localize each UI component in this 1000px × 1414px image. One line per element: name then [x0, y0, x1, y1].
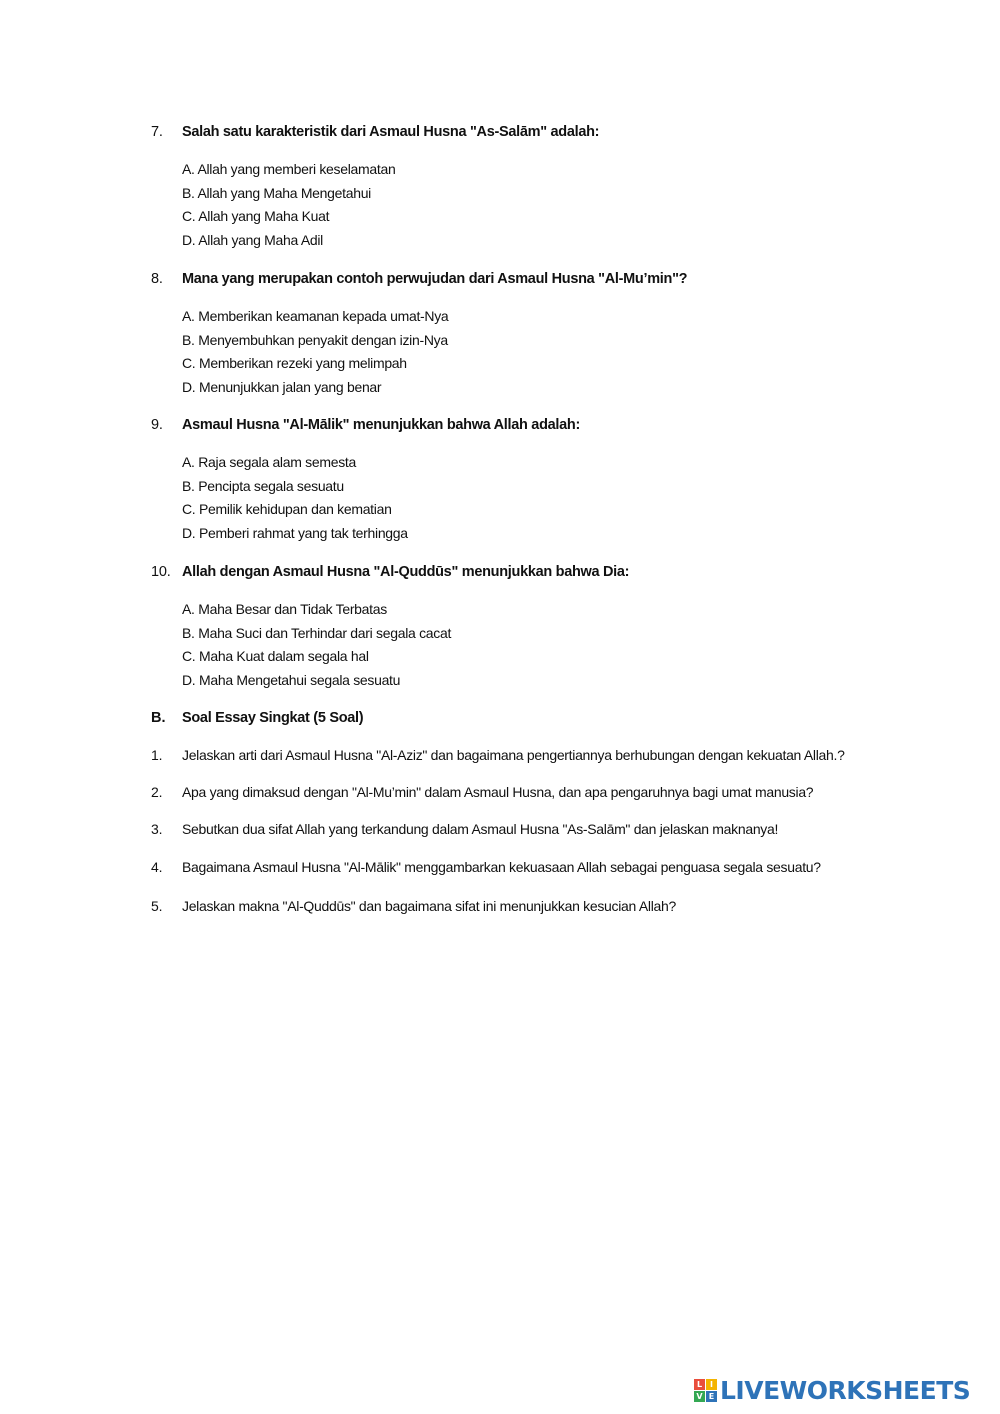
- question-text: Mana yang merupakan contoh perwujudan dari Asmaul Husna "Al-Mu’min"?: [182, 271, 688, 287]
- liveworksheets-logo[interactable]: [694, 1375, 970, 1405]
- logo-mark-icon: [694, 1379, 717, 1402]
- question-number: 7.: [151, 124, 163, 140]
- option-b: B. Pencipta segala sesuatu: [182, 477, 344, 494]
- option-d: D. Allah yang Maha Adil: [182, 231, 323, 248]
- question-header: [0, 560, 1000, 584]
- essay-question-3: [0, 817, 1000, 841]
- logo-mark-letter: V: [694, 1391, 705, 1402]
- question-text: Apa yang dimaksud dengan "Al-Mu’min" dalam Asmaul Husna, dan apa pengaruhnya bagi umat manusia?: [182, 784, 814, 800]
- option-c: C. Pemilik kehidupan dan kematian: [182, 501, 392, 517]
- option-c: C. Memberikan rezeki yang melimpah: [182, 355, 407, 371]
- question-number: 3.: [151, 821, 163, 837]
- logo-mark-letter: L: [694, 1379, 705, 1390]
- question-text: Allah dengan Asmaul Husna "Al-Quddūs" menunjukkan bahwa Dia:: [182, 564, 630, 580]
- option-b: B. Menyembuhkan penyakit dengan izin-Nya: [182, 331, 448, 348]
- essay-question-5: [0, 894, 1000, 918]
- question-number: 4.: [151, 859, 163, 875]
- option-a: A. Raja segala alam semesta: [182, 454, 356, 470]
- question-8: [0, 267, 1000, 395]
- option-b: B. Allah yang Maha Mengetahui: [182, 184, 371, 201]
- question-text: Salah satu karakteristik dari Asmaul Husna "As-Salām" adalah:: [182, 124, 600, 140]
- question-9: [0, 413, 1000, 541]
- question-text: Bagaimana Asmaul Husna "Al-Mālik" menggambarkan kekuasaan Allah sebagai penguasa segala sesuatu?: [182, 859, 821, 875]
- option-d: D. Pemberi rahmat yang tak terhingga: [182, 524, 408, 541]
- logo-mark-letter: I: [706, 1379, 717, 1390]
- options-list: [182, 598, 451, 692]
- question-header: [0, 120, 1000, 144]
- question-text: Jelaskan arti dari Asmaul Husna "Al-Aziz" dan bagaimana pengertiannya berhubungan dengan kekuatan Allah.?: [182, 747, 845, 763]
- options-list: [182, 158, 395, 252]
- option-c: C. Allah yang Maha Kuat: [182, 208, 330, 224]
- logo-text: LIVEWORKSHEETS: [720, 1375, 971, 1405]
- option-c: C. Maha Kuat dalam segala hal: [182, 648, 369, 664]
- option-b: B. Maha Suci dan Terhindar dari segala cacat: [182, 624, 452, 641]
- question-text: Asmaul Husna "Al-Mālik" menunjukkan bahwa Allah adalah:: [182, 417, 580, 433]
- option-a: A. Allah yang memberi keselamatan: [182, 161, 396, 177]
- options-list: [182, 305, 448, 399]
- essay-question-4: [0, 855, 1000, 879]
- question-10: [0, 560, 1000, 688]
- question-text: Jelaskan makna "Al-Quddūs" dan bagaimana sifat ini menunjukkan kesucian Allah?: [182, 898, 676, 914]
- option-a: A. Memberikan keamanan kepada umat-Nya: [182, 308, 449, 324]
- question-7: [0, 120, 1000, 248]
- section-b-heading: [0, 706, 1000, 730]
- option-a: A. Maha Besar dan Tidak Terbatas: [182, 601, 387, 617]
- question-number: 9.: [151, 417, 163, 433]
- logo-mark-letter: E: [706, 1391, 717, 1402]
- question-number: 5.: [151, 898, 163, 914]
- question-number: 8.: [151, 271, 163, 287]
- question-header: [0, 267, 1000, 291]
- options-list: [182, 451, 408, 545]
- question-number: 2.: [151, 784, 163, 800]
- question-header: [0, 413, 1000, 437]
- section-letter: B.: [151, 710, 166, 726]
- option-d: D. Menunjukkan jalan yang benar: [182, 378, 382, 395]
- section-title: Soal Essay Singkat (5 Soal): [182, 710, 364, 726]
- question-text: Sebutkan dua sifat Allah yang terkandung dalam Asmaul Husna "As-Salām" dan jelaskan maknanya!: [182, 821, 779, 837]
- essay-question-1: [0, 743, 1000, 767]
- question-number: 1.: [151, 747, 163, 763]
- option-d: D. Maha Mengetahui segala sesuatu: [182, 671, 401, 688]
- question-number: 10.: [151, 564, 171, 580]
- essay-question-2: [0, 780, 1000, 804]
